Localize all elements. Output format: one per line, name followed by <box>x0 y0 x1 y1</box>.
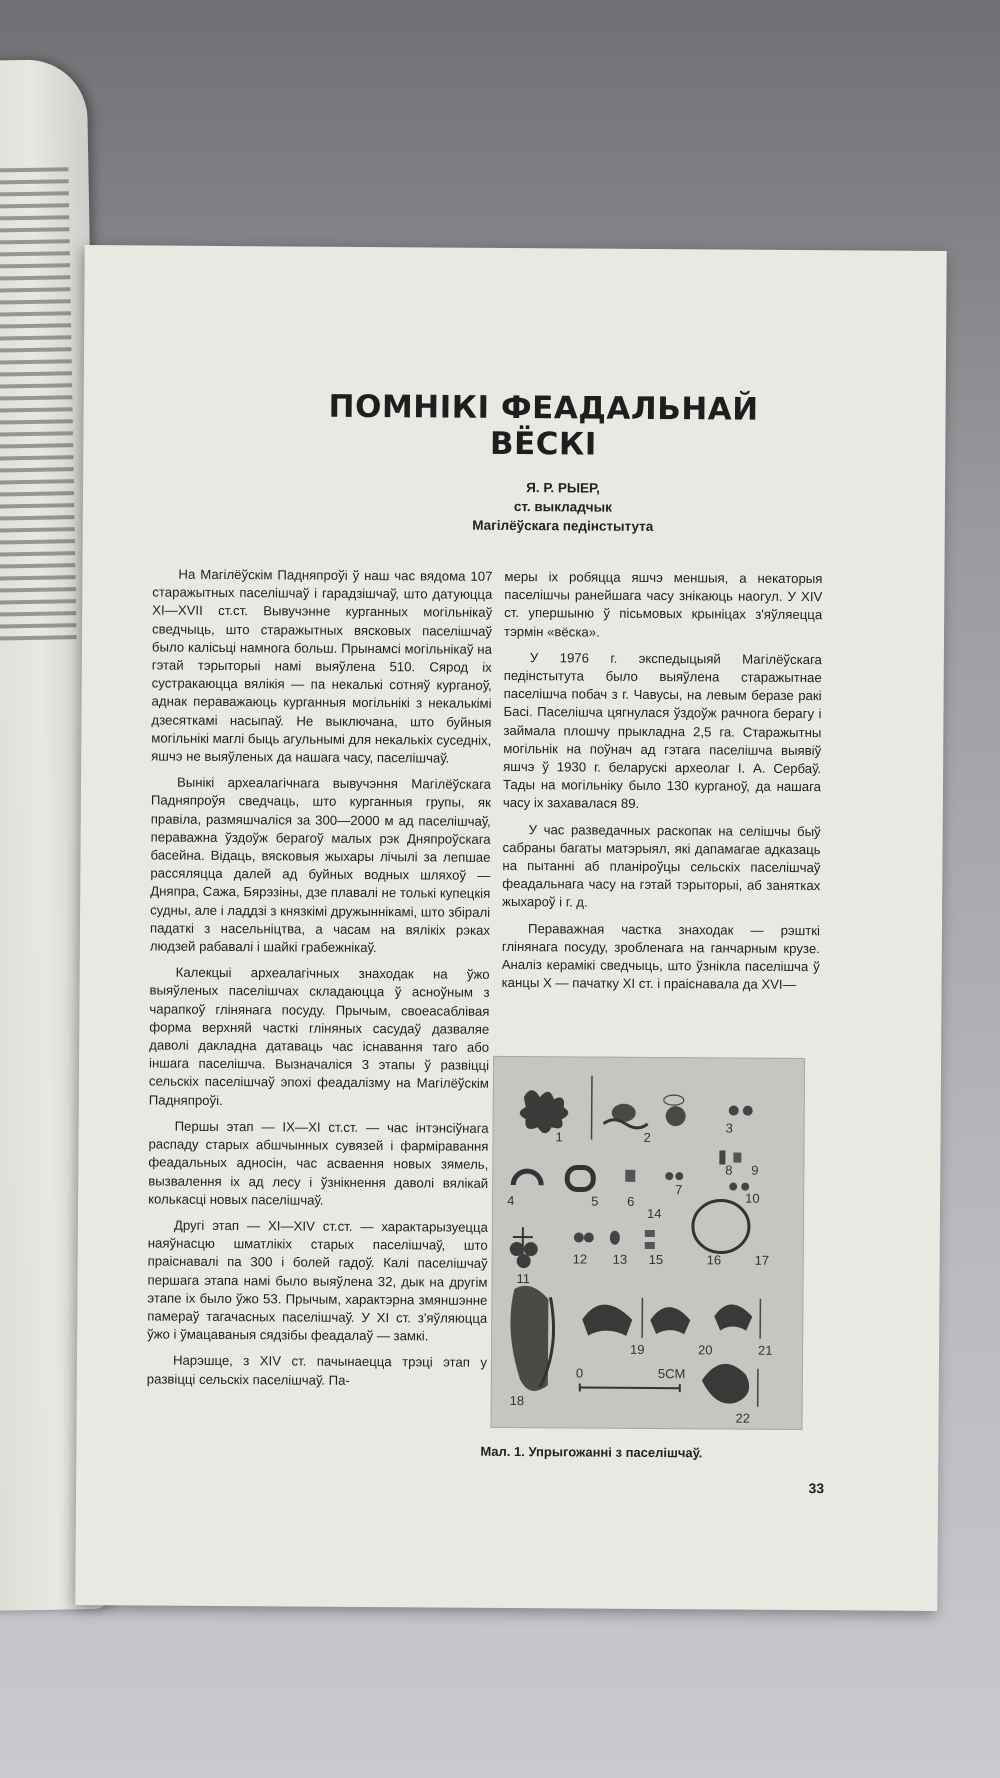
artifact-drawing <box>666 1106 686 1126</box>
paragraph: У 1976 г. экспедыцыяй Магілёўскага педінстытута было выяўлена старажытнае паселішча побач з г. Чавусы, на левым беразе ракі Басі. Паселішча цягнулася ўздоўж рачнога берагу і займала плошчу прыкладна 2,5 га. Старажытны могільнік на поўнач ад гэтага паселішча выявіў яшчэ ў 1930 г. беларускі археолаг І. А. Сербаў. Тады на могільніку было 130 курганоў, да нашага часу іх захавалася 89. <box>502 649 822 812</box>
figure-item-number: 4 <box>507 1192 515 1209</box>
paragraph: Другі этап — XI—XIV ст.ст. — характарызуецца наяўнасцю шматлікіх старых паселішчаў, што праіснавалі па 300 і болей гадоў. Калі паселішчаў першага этапа намі было выяўлена 32, дык на другім этапе іх было ўжо 53. Прычым, характэрна змяншэнне памераў тагачасных паселішчаў. У XI ст. з'яўляюцца ўжо і ўмацаваныя сядзібы феадалаў — замкі. <box>147 1217 488 1344</box>
author-block <box>423 477 703 536</box>
previous-page-text-lines <box>0 159 77 648</box>
figure-item-number: 10 <box>745 1190 760 1206</box>
paragraph: Пераважная частка знаходак — рэшткі глінянага посуду, зробленага на ганчарным крузе. Аналіз керамікі сведчыць, што ўзнікла паселішча ў канцы X — пачатку XI ст. і праіснавала да XVI— <box>501 920 821 993</box>
figure-item-number: 3 <box>725 1120 733 1136</box>
page-number: 33 <box>808 1480 825 1497</box>
figure-item-number: 21 <box>758 1342 773 1358</box>
article-title: ПОМНІКІ ФЕАДАЛЬНАЙ ВЁСКІ <box>328 388 759 463</box>
figure-item-number: 14 <box>646 1205 662 1222</box>
right-column <box>501 568 822 1003</box>
figure-item-number: 6 <box>627 1193 635 1209</box>
figure-item-number: 9 <box>751 1162 759 1178</box>
figure-item-number: 7 <box>675 1182 683 1198</box>
figure-item-number: 8 <box>725 1162 733 1178</box>
figure-caption: Мал. 1. Упрыгожанні з паселішчаў. <box>480 1443 703 1461</box>
paragraph: Калекцыі археалагічных знаходак на ўжо выяўленых паселішчах складаюцца ў асноўным з чарапкоў глінянага посуду. Прычым, своеасаблівая форма верхняй часткі гліняных сасудаў дазваляе даволі дакладна датаваць час існавання таго або іншага паселішча. Вызначаліся 3 этапы ў развіцці сельскіх паселішчаў эпохі феадалізму на Магілёўскім Падняпроўі. <box>148 964 490 1108</box>
scale-label-end: 5CM <box>657 1366 686 1382</box>
scale-label-start: 0 <box>575 1365 584 1381</box>
figure-item-number: 5 <box>591 1193 599 1209</box>
figure-item-number: 11 <box>516 1271 531 1287</box>
figure-item-number: 20 <box>698 1342 713 1358</box>
artifact-drawing <box>582 1305 632 1336</box>
figure-item-number: 17 <box>754 1252 770 1268</box>
artifact-drawing <box>520 1090 569 1133</box>
paragraph: Нарэшце, з XIV ст. пачынаецца трэці этап у развіцці сельскіх паселішчаў. Па- <box>146 1352 488 1388</box>
figure-item-number: 1 <box>555 1129 563 1145</box>
journal-page <box>75 245 946 1611</box>
figure-item-number: 18 <box>509 1393 525 1409</box>
author-institution: Магілёўскага педінстытута <box>472 517 654 534</box>
artifact-drawing <box>650 1307 690 1334</box>
figure-item-number: 2 <box>643 1129 651 1145</box>
figure-item-number: 15 <box>648 1251 664 1268</box>
paragraph: меры іх робяцца яшчэ меншыя, а некаторыя паселішчы ранейшага часу знікаюць наогул. У XIV ст. упершыню ў пісьмовых крыніцах з'яўляецца тэрмін «вёска». <box>504 568 823 640</box>
paragraph: Першы этап — IX—XI ст.ст. — час інтэнсіўнага распаду старых абшчынных сувязей і фарміравання феадальных адносін, час асваення новых зямель, вызвалення іх ад лесу і ўзнікнення даволі вялікай колькасці новых паселішчаў. <box>148 1118 489 1208</box>
artifacts-illustration <box>492 1057 805 1429</box>
paragraph: Вынікі археалагічнага вывучэння Магілёўскага Падняпроўя сведчаць, што курганныя групы, як правіла, размяшчаліся за 300—2000 м ад паселішчаў, пераважна ўздоўж берагоў малых рэк Дняпроўскага басейна. Відаць, вясковыя жыхары лічылі за лепшае рассяляцца далей ад буйных водных шляхоў — Дняпра, Сажа, Бярэзіны, дзе плавалі не толькі купецкія судны, але і ладдзі з князкімі дружыннікамі, што збіралі падаткі з насельніцтва, а часам на вялікіх рэках людзей рабавалі і шайкі грабежнікаў. <box>149 774 492 956</box>
author-name: Я. Р. РЫЕР, <box>526 480 601 496</box>
artifact-drawing <box>702 1364 750 1404</box>
artifact-drawing <box>510 1286 549 1391</box>
left-column <box>147 565 493 1398</box>
figure-item-number: 19 <box>630 1341 645 1357</box>
artifacts-figure <box>491 1056 806 1430</box>
figure-item-number: 12 <box>572 1251 588 1267</box>
author-position: ст. выкладчык <box>513 499 612 515</box>
figure-item-number: 22 <box>735 1410 751 1426</box>
paragraph: На Магілёўскім Падняпроўі ў наш час вядома 107 старажытных паселішчаў і гарадзішчаў, што датуюцца XI—XVII ст.ст. Вывучэнне курганных могільнікаў сведчыць, што старажытных вясковых паселішчаў было калісьці намнога больш. Прынамсі могільнікаў на гэтай тэрыторыі намі выяўлена 510. Сярод іх сустракаюцца вялікія — па некалькі сотняў курганоў, аднак пераважаюць курганныя могільнікі з некалькімі дзесяткамі насыпаў. Не выключана, што буйныя могільнікі маглі быць агульнымі для некалькіх суседніх, яшчэ не выяўленых да нашага часу, паселішчаў. <box>151 566 493 766</box>
artifact-drawing <box>714 1304 752 1330</box>
figure-item-number: 16 <box>706 1252 722 1268</box>
paragraph: У час разведачных раскопак на селішчы быў сабраны багаты матэрыял, які дапамагае адказаць на пытанні аб планіроўцы сельскіх паселішчаў феадальнага часу на гэтай тэрыторыі, аб занятках жыхароў і г. д. <box>502 821 821 910</box>
figure-item-number: 13 <box>612 1251 628 1267</box>
